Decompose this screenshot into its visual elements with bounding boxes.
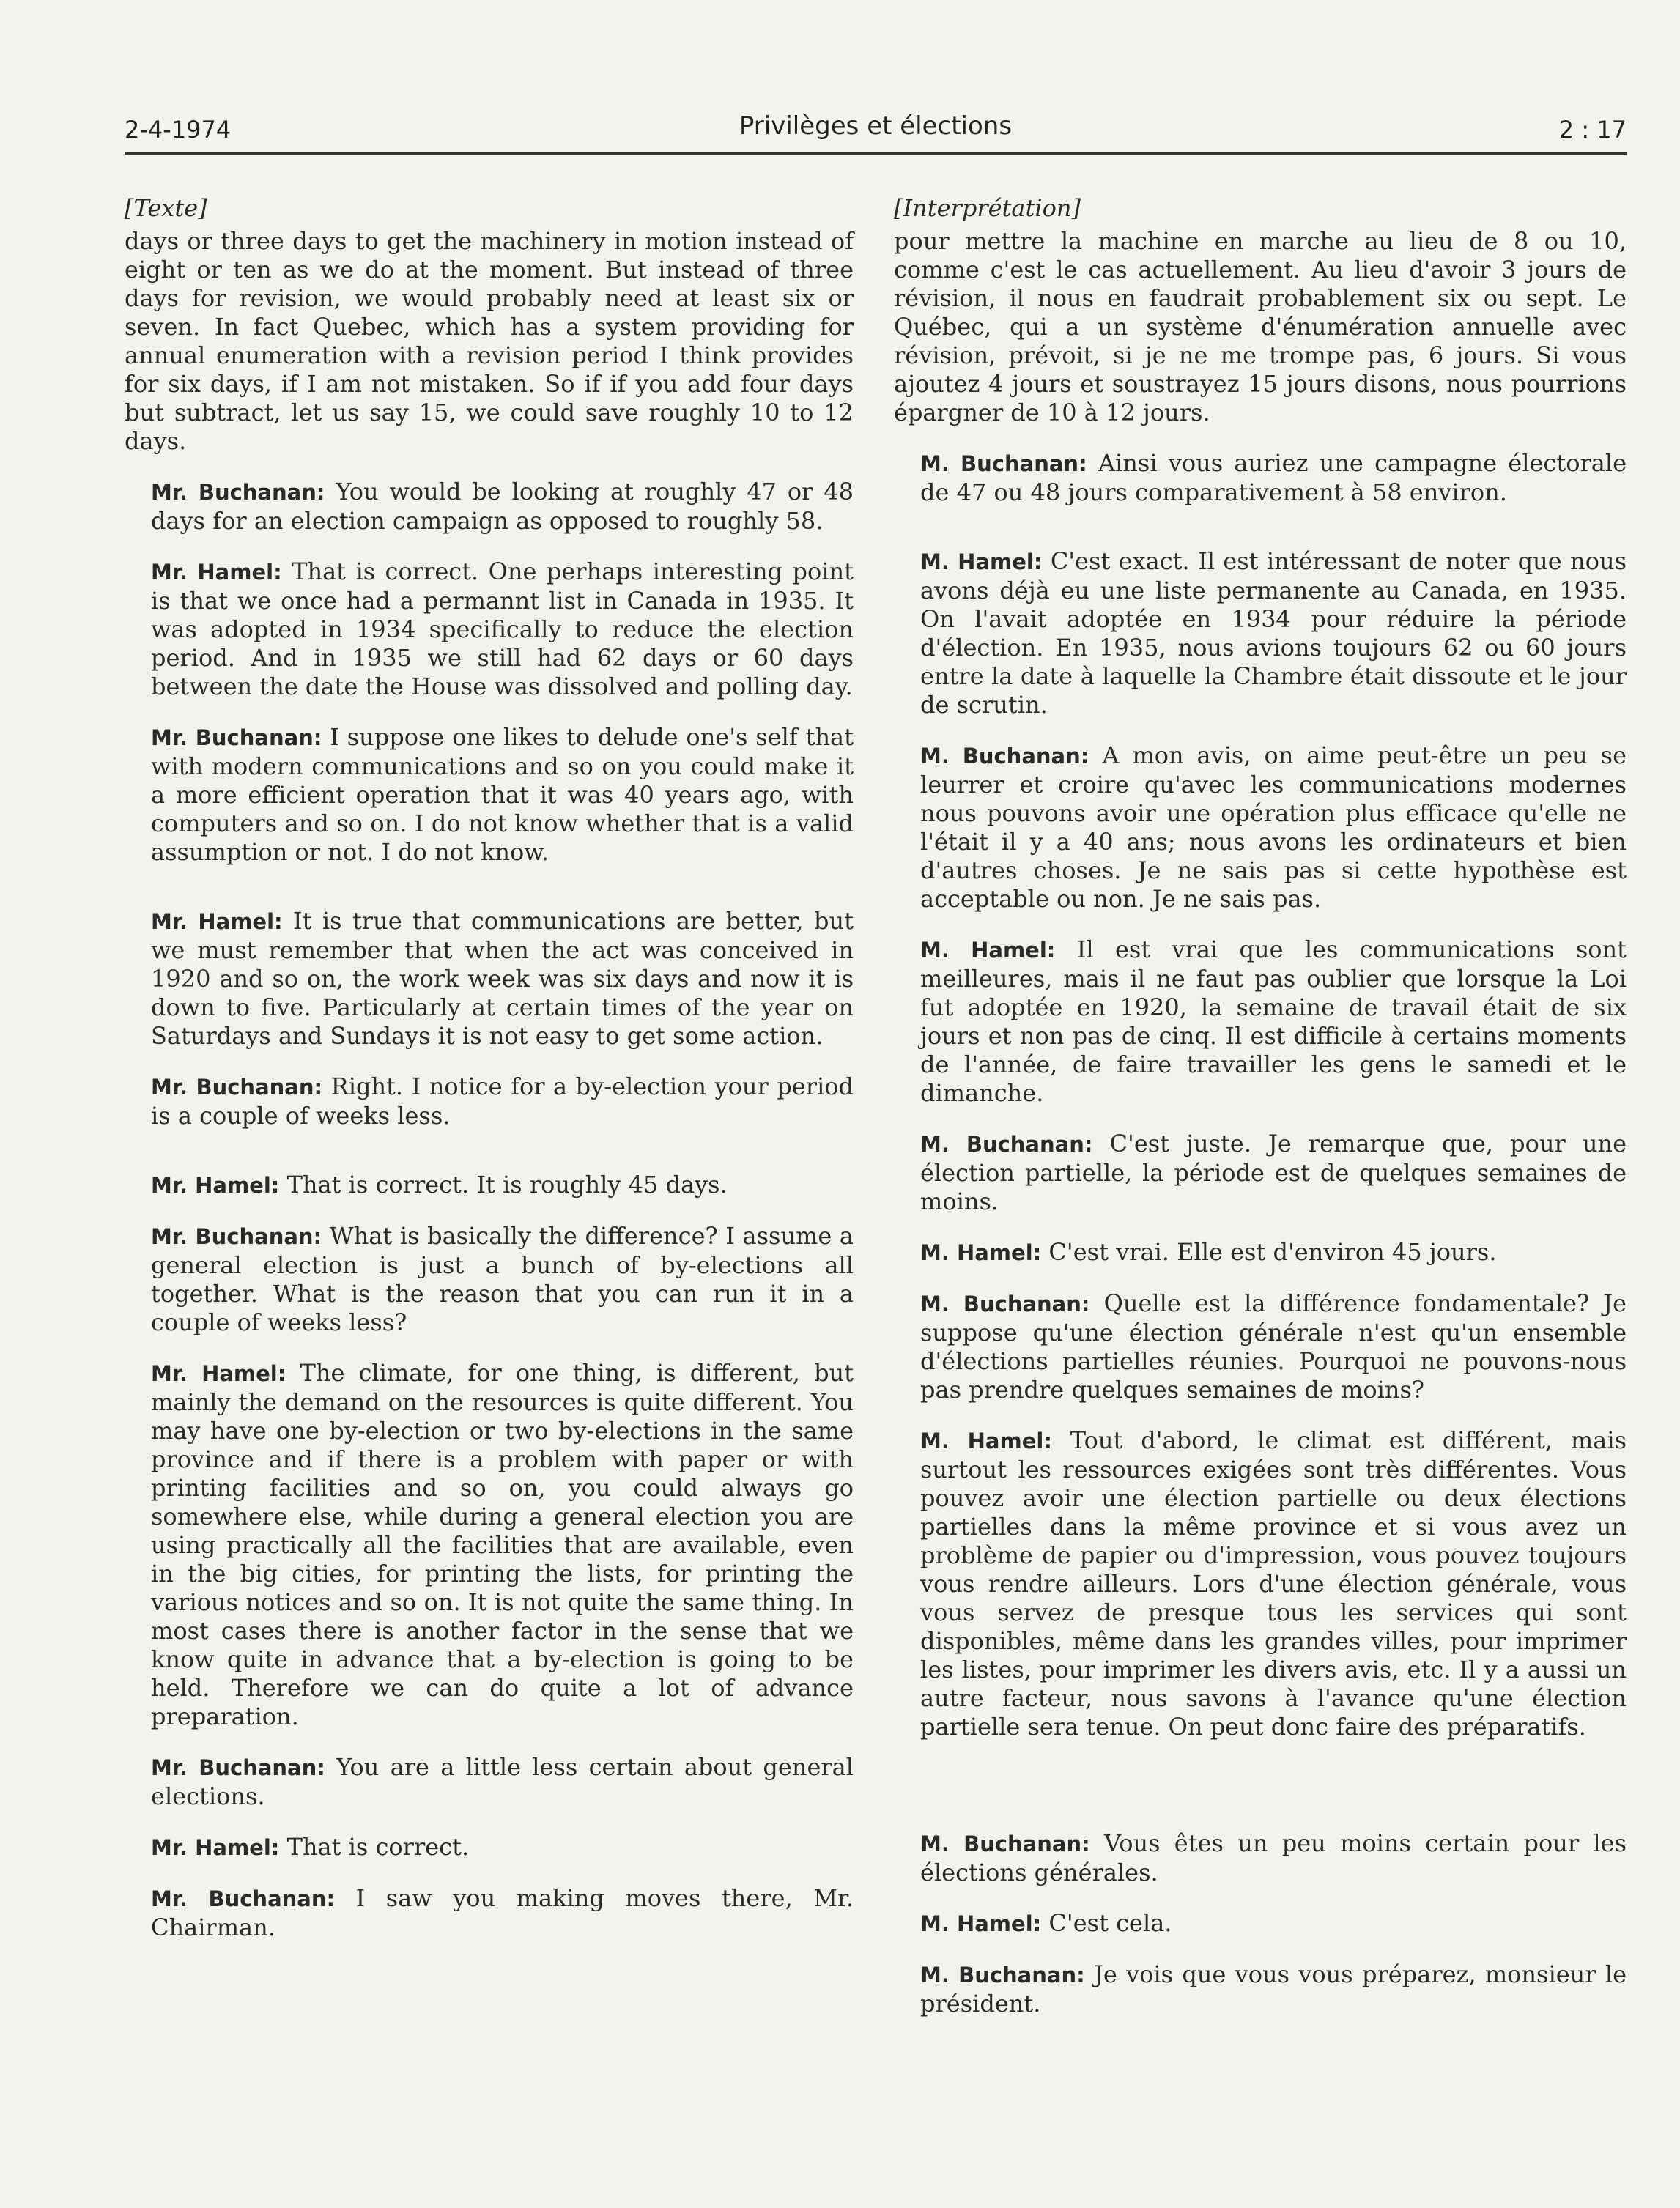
transcript-turn — [894, 1960, 1627, 2018]
transcript-turn — [125, 1171, 854, 1200]
speaker-name: Mr. Buchanan: — [151, 1075, 323, 1100]
french-column — [894, 194, 1627, 2040]
transcript-turn — [894, 1909, 1627, 1938]
english-column — [125, 194, 854, 1964]
turn-text: It is true that communications are better, but we must remember that when the act was conceived in 1920 and so on, the work week was six days and now it is down to five. Particularly at certain times of the year on Saturdays and Sundays it is not easy to get some action. — [151, 907, 854, 1050]
turn-text: Right. I notice for a by-election your period is a couple of weeks less. — [151, 1072, 854, 1130]
speaker-name: Mr. Hamel: — [151, 1361, 286, 1386]
turn-text: That is correct. — [286, 1833, 470, 1861]
transcript-turn — [125, 1884, 854, 1942]
transcript-turn — [894, 1289, 1627, 1404]
transcript-turn — [125, 907, 854, 1051]
turn-text: That is correct. One perhaps interesting point is that we once had a permannt list in Canada in 1935. It was adopted in 1934 specifically to reduce the election period. And in 1935 we still had 62 days or 60 days between the date the House was dissolved and polling day. — [151, 557, 854, 700]
speaker-name: Mr. Buchanan: — [151, 1224, 322, 1249]
speaker-name: M. Buchanan: — [920, 1831, 1090, 1856]
turn-text: Vous êtes un peu moins certain pour les élections générales. — [920, 1829, 1627, 1886]
turn-text: You are a little less certain about general elections. — [151, 1753, 854, 1810]
transcript-turn — [894, 449, 1627, 507]
turn-text: I suppose one likes to delude one's self that with modern communications and so on you could make it a more efficient operation that it was 40 years ago, with computers and so on. I do not know whether that is a valid assumption or not. I do not know. — [151, 723, 854, 866]
speaker-name: Mr. Hamel: — [151, 909, 283, 934]
turn-text: C'est exact. Il est intéressant de noter que nous avons déjà eu une liste permanente au Canada, en 1935. On l'avait adoptée en 1934 pour réduire la période d'élection. En 1935, nous avions toujours 62 ou 60 jours entre la date à laquelle la Chambre était dissoute et le jour de scrutin. — [920, 547, 1627, 719]
turn-text: That is correct. It is roughly 45 days. — [286, 1171, 728, 1199]
transcript-turn — [894, 1829, 1627, 1887]
turn-text: C'est juste. Je remarque que, pour une élection partielle, la période est de quelques semaines de moins. — [920, 1130, 1627, 1215]
transcript-turn — [125, 1072, 854, 1130]
page-header — [125, 108, 1627, 155]
french-intro-paragraph: pour mettre la machine en marche au lieu de 8 ou 10, comme c'est le cas actuellement. Au lieu d'avoir 3 jours de révision, il nous en faudrait probablement six ou sept. Le Québec, qui a un système d'énumération annuelle avec révision, prévoit, si je ne me trompe pas, 6 jours. Si vous ajoutez 4 jours et soustrayez 15 jours disons, nous pourrions épargner de 10 à 12 jours. — [894, 227, 1627, 426]
transcript-turn — [894, 741, 1627, 914]
speaker-name: M. Buchanan: — [920, 1132, 1093, 1157]
speaker-name: M. Hamel: — [920, 1240, 1042, 1265]
turn-text: Je vois que vous vous préparez, monsieur le président. — [920, 1960, 1627, 2018]
header-page-number: 2 : 17 — [1558, 116, 1627, 144]
transcript-turn — [125, 557, 854, 701]
turn-text: What is basically the difference? I assume a general election is just a bunch of by-elections all together. What is the reason that you can run it in a couple of weeks less? — [151, 1222, 854, 1336]
speaker-name: Mr. Hamel: — [151, 1173, 280, 1198]
speaker-name: Mr. Hamel: — [151, 1835, 280, 1860]
transcript-turn — [894, 1130, 1627, 1216]
speaker-name: M. Buchanan: — [920, 1292, 1090, 1316]
transcript-turn — [894, 1426, 1627, 1741]
header-date: 2-4-1974 — [125, 116, 232, 144]
speaker-name: M. Buchanan: — [920, 451, 1087, 476]
turn-text: A mon avis, on aime peut-être un peu se leurrer et croire qu'avec les communications modernes nous pouvons avoir une opération plus efficace qu'elle ne l'était il y a 40 ans; nous avons les ordinateurs et bien d'autres choses. Je ne sais pas si cette hypothèse est acceptable ou non. Je ne sais pas. — [920, 741, 1627, 913]
transcript-turn — [125, 1833, 854, 1862]
turn-text: The climate, for one thing, is different, but mainly the demand on the resources is quite different. You may have one by-election or two by-elections in the same province and if there is a problem with paper or with printing facilities and so on, you could always go somewhere else, while during a general election you are using practically all the facilities that are available, even in the big cities, for printing the lists, for printing the various notices and so on. It is not quite the same thing. In most cases there is another factor in the sense that we know quite in advance that a by-election is going to be held. Therefore we can do quite a lot of advance preparation. — [151, 1359, 854, 1730]
turn-text: You would be looking at roughly 47 or 48 days for an election campaign as opposed to roughly 58. — [151, 478, 854, 535]
speaker-name: Mr. Buchanan: — [151, 1886, 336, 1911]
speaker-name: M. Hamel: — [920, 938, 1056, 963]
transcript-turn — [894, 936, 1627, 1108]
speaker-name: M. Buchanan: — [920, 1963, 1085, 1987]
speaker-name: Mr. Buchanan: — [151, 1755, 325, 1780]
speaker-name: M. Hamel: — [920, 1911, 1042, 1936]
speaker-name: Mr. Buchanan: — [151, 725, 322, 750]
french-column-label: [Interprétation] — [894, 194, 1081, 222]
turn-text: Ainsi vous auriez une campagne électorale de 47 ou 48 jours comparativement à 58 environ. — [920, 449, 1627, 506]
turn-text: Quelle est la différence fondamentale? Je suppose qu'une élection générale n'est qu'un ensemble d'élections partielles réunies. Pourquoi ne pouvons-nous pas prendre quelques semaines de moins? — [920, 1289, 1627, 1404]
turn-text: Il est vrai que les communications sont meilleures, mais il ne faut pas oublier que lorsque la Loi fut adoptée en 1920, la semaine de travail était de six jours et non pas de cinq. Il est difficile à certains moments de l'année, de faire travailler les gens le samedi et le dimanche. — [920, 936, 1627, 1107]
header-title: Privilèges et élections — [739, 111, 1013, 141]
turn-text: I saw you making moves there, Mr. Chairman. — [151, 1884, 854, 1941]
speaker-name: Mr. Buchanan: — [151, 480, 325, 505]
speaker-name: M. Hamel: — [920, 1429, 1052, 1453]
transcript-turn — [894, 547, 1627, 719]
speaker-name: M. Hamel: — [920, 549, 1043, 574]
english-column-label: [Texte] — [125, 194, 207, 222]
speaker-name: M. Buchanan: — [920, 744, 1089, 768]
speaker-name: Mr. Hamel: — [151, 560, 282, 585]
transcript-turn — [125, 1222, 854, 1337]
transcript-turn — [894, 1238, 1627, 1267]
transcript-turn — [125, 478, 854, 536]
turn-text: Tout d'abord, le climat est différent, mais surtout les ressources exigées sont très différentes. Vous pouvez avoir une élection partielle ou deux élections partielles dans la même province et si vous avez un problème de papier ou d'impression, vous pouvez toujours vous rendre ailleurs. Lors d'une élection générale, vous vous servez de presque tous les services qui sont disponibles, même dans les grandes villes, pour imprimer les listes, pour imprimer les divers avis, etc. Il y a aussi un autre facteur, nous savons à l'avance qu'une élection partielle sera tenue. On peut donc faire des préparatifs. — [920, 1426, 1627, 1741]
turn-text: C'est cela. — [1048, 1909, 1172, 1937]
transcript-turn — [125, 1753, 854, 1811]
transcript-turn — [125, 723, 854, 867]
english-intro-paragraph: days or three days to get the machinery in motion instead of eight or ten as we do at the moment. But instead of three days for revision, we would probably need at least six or seven. In fact Quebec, which has a system providing for annual enumeration with a revision period I think provides for six days, if I am not mistaken. So if if you add four days but subtract, let us say 15, we could save roughly 10 to 12 days. — [125, 227, 854, 455]
turn-text: C'est vrai. Elle est d'environ 45 jours. — [1048, 1238, 1497, 1266]
transcript-turn — [125, 1359, 854, 1731]
